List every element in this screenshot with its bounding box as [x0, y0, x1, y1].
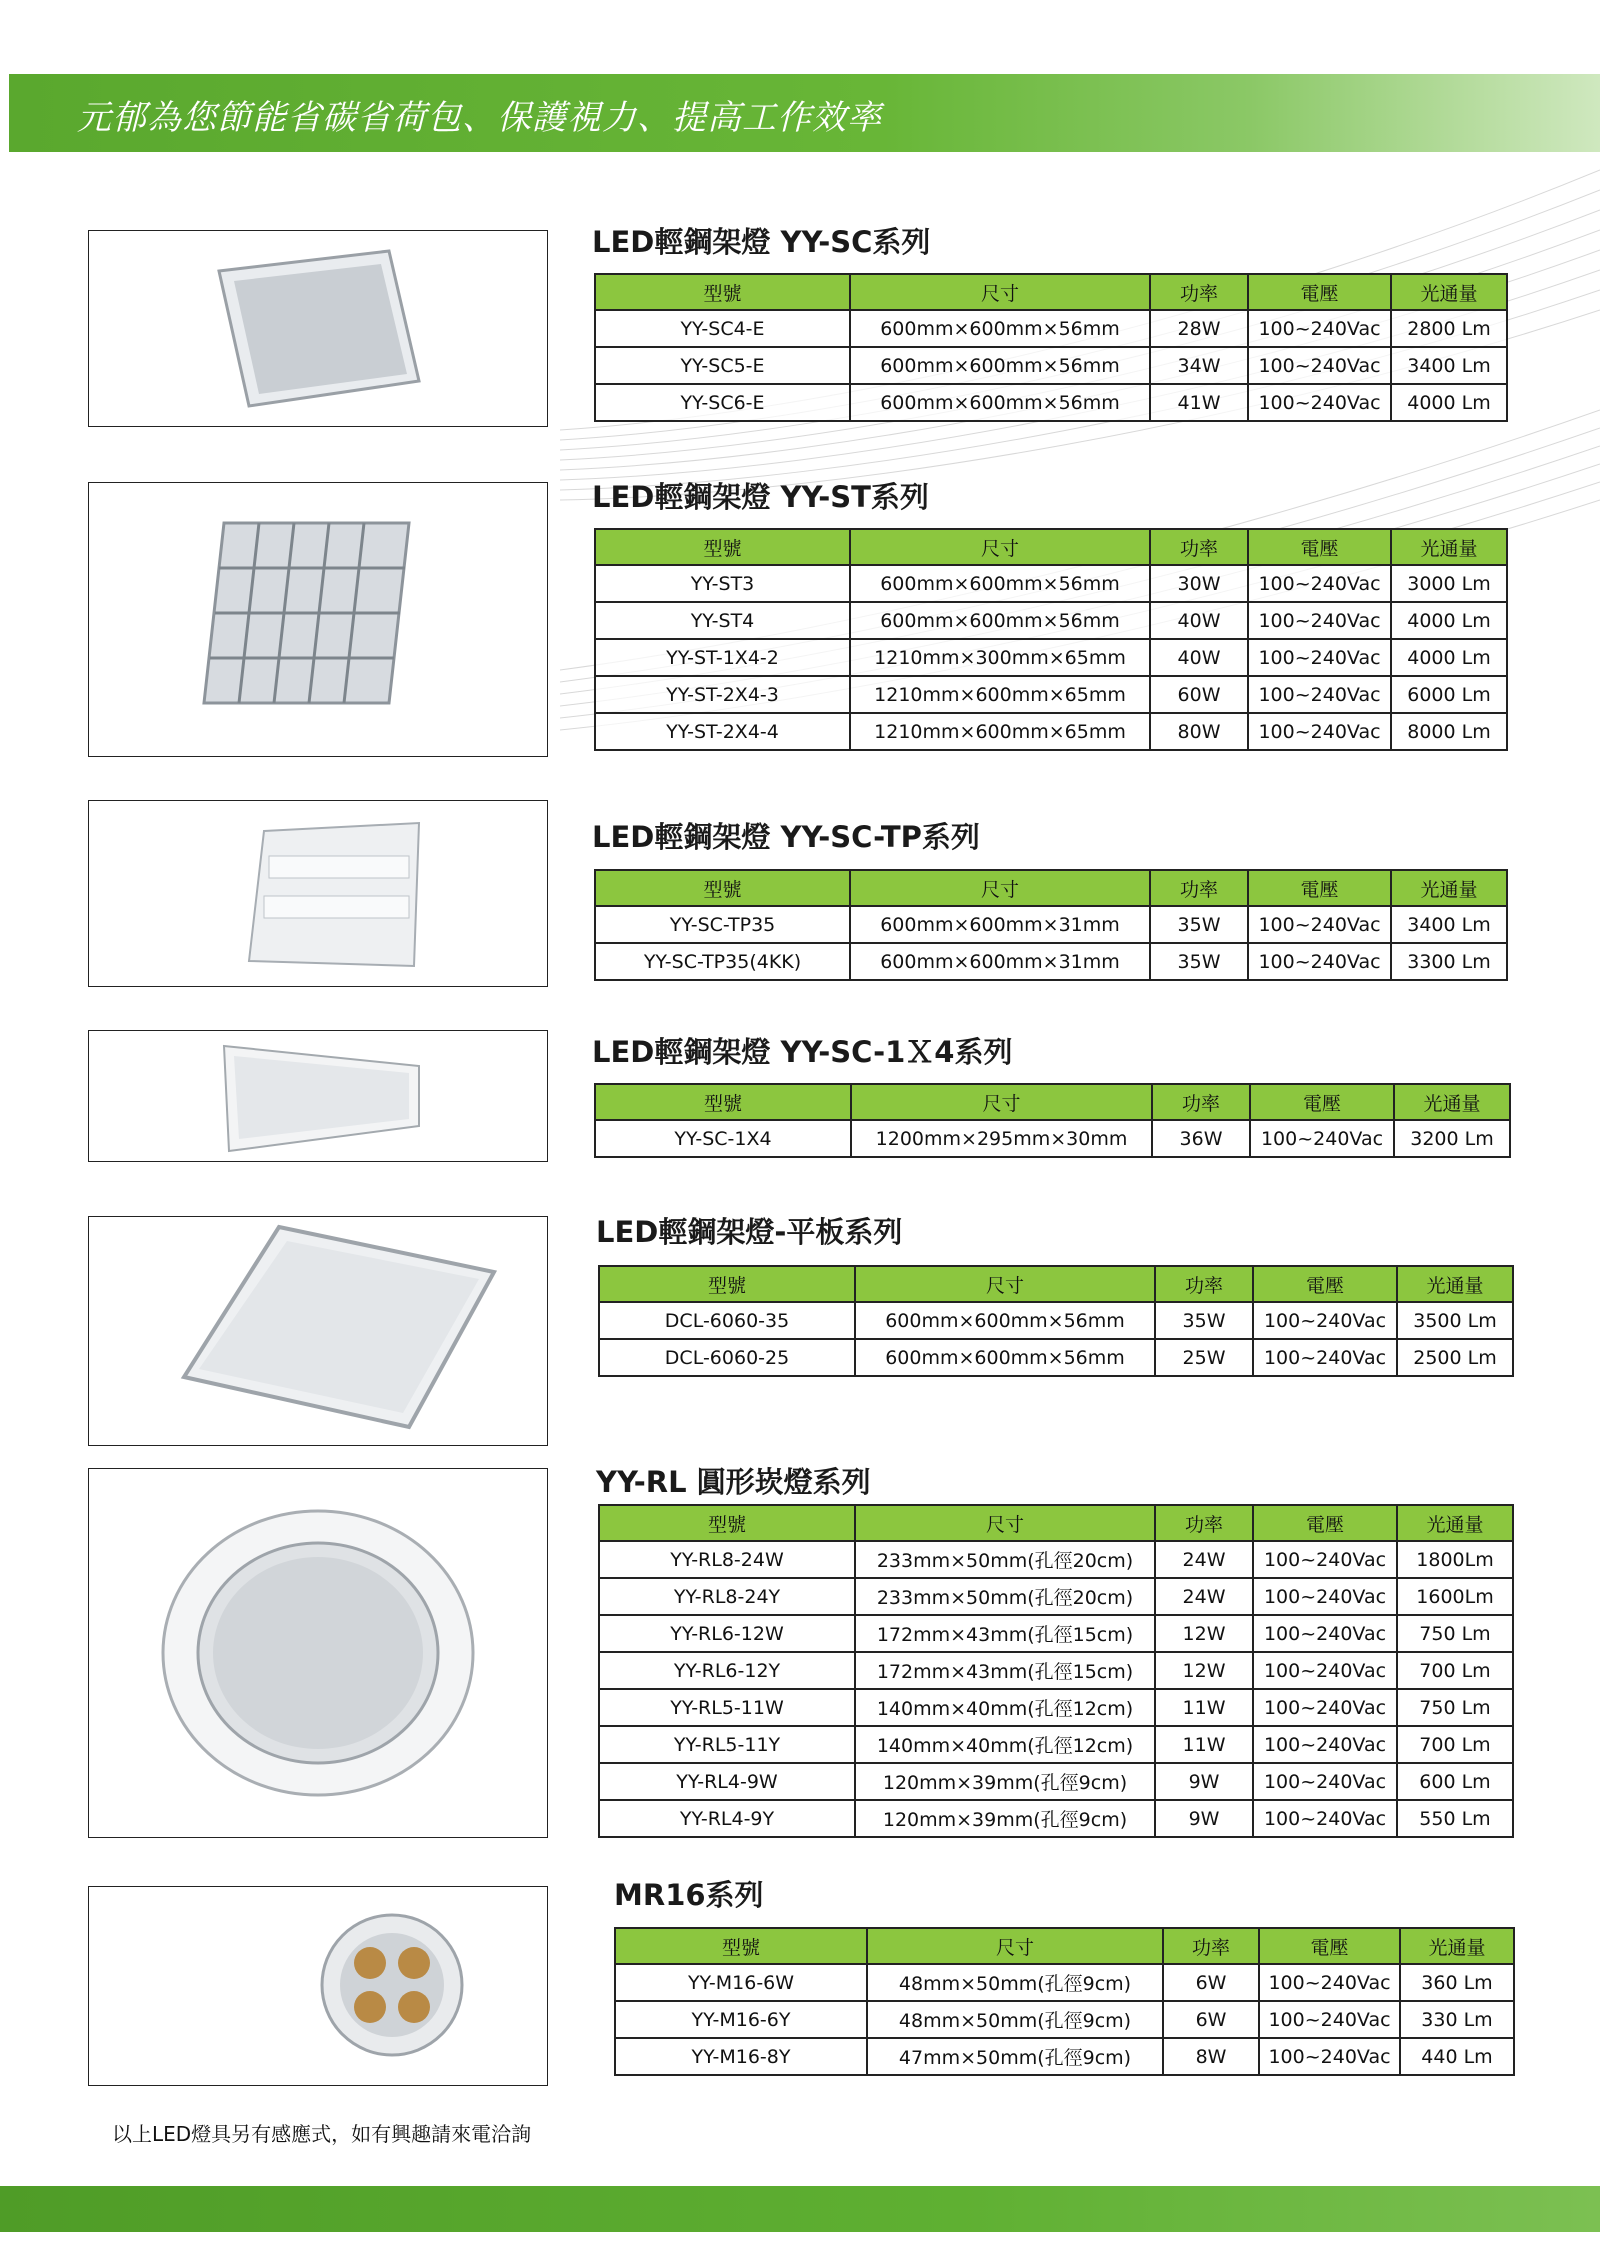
section-title-tp: LED輕鋼架燈 YY-SC-TP系列 — [592, 820, 980, 854]
table-row — [599, 1578, 1513, 1615]
model-cell: YY-ST-2X4-4 — [595, 713, 850, 750]
footnote: 以上LED燈具另有感應式，如有興趣請來電洽詢 — [112, 2122, 532, 2146]
table-row — [595, 384, 1507, 421]
voltage-cell: 100~240Vac — [1259, 1964, 1400, 2001]
table-header-row — [595, 274, 1507, 310]
model-cell: YY-M16-6Y — [615, 2001, 867, 2038]
table-row — [595, 943, 1507, 980]
lumen-cell: 4000 Lm — [1391, 602, 1507, 639]
header-lumen: 光通量 — [1391, 529, 1507, 565]
model-cell: YY-ST-1X4-2 — [595, 639, 850, 676]
section-title-st: LED輕鋼架燈 YY-ST系列 — [592, 480, 929, 514]
power-cell: 9W — [1155, 1763, 1253, 1800]
lumen-cell: 700 Lm — [1397, 1726, 1513, 1763]
power-cell: 12W — [1155, 1615, 1253, 1652]
header-power: 功率 — [1150, 870, 1248, 906]
table-header-row — [615, 1928, 1514, 1964]
header-lumen: 光通量 — [1391, 870, 1507, 906]
lumen-cell: 6000 Lm — [1391, 676, 1507, 713]
model-cell: DCL-6060-25 — [599, 1339, 855, 1376]
table-header-row — [595, 870, 1507, 906]
model-cell: YY-SC6-E — [595, 384, 850, 421]
header-lumen: 光通量 — [1397, 1505, 1513, 1541]
size-cell: 1210mm×600mm×65mm — [850, 713, 1150, 750]
voltage-cell: 100~240Vac — [1248, 676, 1391, 713]
table-row — [599, 1689, 1513, 1726]
model-cell: YY-RL4-9Y — [599, 1800, 855, 1837]
size-cell: 172mm×43mm(孔徑15cm) — [855, 1615, 1155, 1652]
spec-table-st — [594, 528, 1508, 751]
size-cell: 600mm×600mm×56mm — [850, 310, 1150, 347]
model-cell: YY-SC5-E — [595, 347, 850, 384]
header-voltage: 電壓 — [1248, 274, 1391, 310]
table-row — [615, 2038, 1514, 2075]
header-size: 尺寸 — [851, 1084, 1152, 1120]
product-photo-1x4 — [88, 1030, 548, 1162]
table-row — [595, 906, 1507, 943]
bottom-banner — [0, 2186, 1600, 2232]
voltage-cell: 100~240Vac — [1253, 1302, 1397, 1339]
power-cell: 35W — [1150, 906, 1248, 943]
lumen-cell: 2800 Lm — [1391, 310, 1507, 347]
table-row — [599, 1652, 1513, 1689]
voltage-cell: 100~240Vac — [1253, 1541, 1397, 1578]
size-cell: 600mm×600mm×31mm — [850, 906, 1150, 943]
model-cell: YY-SC-TP35(4KK) — [595, 943, 850, 980]
lumen-cell: 330 Lm — [1400, 2001, 1514, 2038]
lumen-cell: 8000 Lm — [1391, 713, 1507, 750]
lumen-cell: 3000 Lm — [1391, 565, 1507, 602]
voltage-cell: 100~240Vac — [1248, 713, 1391, 750]
lumen-cell: 4000 Lm — [1391, 384, 1507, 421]
voltage-cell: 100~240Vac — [1253, 1689, 1397, 1726]
header-voltage: 電壓 — [1250, 1084, 1394, 1120]
size-cell: 1210mm×300mm×65mm — [850, 639, 1150, 676]
voltage-cell: 100~240Vac — [1248, 602, 1391, 639]
table-row — [599, 1615, 1513, 1652]
section-title-rl: YY-RL 圓形崁燈系列 — [596, 1465, 871, 1499]
header-size: 尺寸 — [850, 274, 1150, 310]
size-cell: 140mm×40mm(孔徑12cm) — [855, 1689, 1155, 1726]
header-model: 型號 — [595, 274, 850, 310]
model-cell: YY-RL6-12Y — [599, 1652, 855, 1689]
header-voltage: 電壓 — [1253, 1505, 1397, 1541]
lumen-cell: 3500 Lm — [1397, 1302, 1513, 1339]
size-cell: 47mm×50mm(孔徑9cm) — [867, 2038, 1163, 2075]
spec-table-flat — [598, 1265, 1514, 1377]
size-cell: 1200mm×295mm×30mm — [851, 1120, 1152, 1157]
model-cell: YY-RL4-9W — [599, 1763, 855, 1800]
header-model: 型號 — [595, 529, 850, 565]
model-cell: YY-RL5-11W — [599, 1689, 855, 1726]
lumen-cell: 1800Lm — [1397, 1541, 1513, 1578]
voltage-cell: 100~240Vac — [1253, 1339, 1397, 1376]
model-cell: YY-RL8-24W — [599, 1541, 855, 1578]
spec-table-sc — [594, 273, 1508, 422]
header-lumen: 光通量 — [1400, 1928, 1514, 1964]
lumen-cell: 600 Lm — [1397, 1763, 1513, 1800]
lumen-cell: 700 Lm — [1397, 1652, 1513, 1689]
size-cell: 600mm×600mm×56mm — [850, 602, 1150, 639]
power-cell: 36W — [1152, 1120, 1250, 1157]
header-power: 功率 — [1150, 529, 1248, 565]
spec-table-mr16 — [614, 1927, 1515, 2076]
voltage-cell: 100~240Vac — [1248, 906, 1391, 943]
table-row — [599, 1763, 1513, 1800]
table-row — [595, 565, 1507, 602]
header-lumen: 光通量 — [1391, 274, 1507, 310]
mr16-bulb-image — [89, 1887, 547, 2085]
model-cell: YY-M16-6W — [615, 1964, 867, 2001]
model-cell: YY-RL6-12W — [599, 1615, 855, 1652]
linear-panel-image — [89, 1031, 547, 1161]
model-cell: YY-SC4-E — [595, 310, 850, 347]
lumen-cell: 360 Lm — [1400, 1964, 1514, 2001]
model-cell: YY-M16-8Y — [615, 2038, 867, 2075]
table-row — [595, 310, 1507, 347]
header-voltage: 電壓 — [1248, 529, 1391, 565]
model-cell: YY-SC-1X4 — [595, 1120, 851, 1157]
lumen-cell: 4000 Lm — [1391, 639, 1507, 676]
product-photo-sc — [88, 230, 548, 427]
model-cell: YY-ST4 — [595, 602, 850, 639]
table-row — [595, 713, 1507, 750]
size-cell: 600mm×600mm×56mm — [855, 1302, 1155, 1339]
lumen-cell: 3400 Lm — [1391, 906, 1507, 943]
power-cell: 34W — [1150, 347, 1248, 384]
header-power: 功率 — [1163, 1928, 1259, 1964]
voltage-cell: 100~240Vac — [1248, 384, 1391, 421]
power-cell: 25W — [1155, 1339, 1253, 1376]
model-cell: YY-SC-TP35 — [595, 906, 850, 943]
model-cell: YY-RL8-24Y — [599, 1578, 855, 1615]
model-cell: YY-ST3 — [595, 565, 850, 602]
power-cell: 24W — [1155, 1541, 1253, 1578]
header-model: 型號 — [595, 1084, 851, 1120]
product-photo-tp — [88, 800, 548, 987]
power-cell: 12W — [1155, 1652, 1253, 1689]
lumen-cell: 550 Lm — [1397, 1800, 1513, 1837]
voltage-cell: 100~240Vac — [1259, 2038, 1400, 2075]
panel-light-image — [89, 231, 547, 426]
table-header-row — [595, 1084, 1510, 1120]
voltage-cell: 100~240Vac — [1253, 1726, 1397, 1763]
spec-table-1x4 — [594, 1083, 1511, 1158]
header-lumen: 光通量 — [1397, 1266, 1513, 1302]
table-row — [599, 1302, 1513, 1339]
power-cell: 35W — [1150, 943, 1248, 980]
lumen-cell: 440 Lm — [1400, 2038, 1514, 2075]
voltage-cell: 100~240Vac — [1259, 2001, 1400, 2038]
power-cell: 40W — [1150, 602, 1248, 639]
product-photo-st — [88, 482, 548, 757]
header-voltage: 電壓 — [1248, 870, 1391, 906]
section-title-1x4: LED輕鋼架燈 YY-SC-1Ｘ4系列 — [592, 1035, 1013, 1069]
power-cell: 30W — [1150, 565, 1248, 602]
voltage-cell: 100~240Vac — [1248, 347, 1391, 384]
banner-title: 元郁為您節能省碳省荷包、保護視力、提高工作效率 — [77, 98, 882, 138]
model-cell: YY-RL5-11Y — [599, 1726, 855, 1763]
power-cell: 28W — [1150, 310, 1248, 347]
power-cell: 24W — [1155, 1578, 1253, 1615]
lumen-cell: 2500 Lm — [1397, 1339, 1513, 1376]
lumen-cell: 3200 Lm — [1394, 1120, 1510, 1157]
voltage-cell: 100~240Vac — [1248, 943, 1391, 980]
grid-light-image — [89, 483, 547, 756]
header-lumen: 光通量 — [1394, 1084, 1510, 1120]
section-title-sc: LED輕鋼架燈 YY-SC系列 — [592, 225, 931, 259]
size-cell: 172mm×43mm(孔徑15cm) — [855, 1652, 1155, 1689]
table-header-row — [599, 1266, 1513, 1302]
lumen-cell: 1600Lm — [1397, 1578, 1513, 1615]
power-cell: 6W — [1163, 2001, 1259, 2038]
spec-table-tp — [594, 869, 1508, 981]
size-cell: 140mm×40mm(孔徑12cm) — [855, 1726, 1155, 1763]
header-power: 功率 — [1155, 1266, 1253, 1302]
power-cell: 40W — [1150, 639, 1248, 676]
voltage-cell: 100~240Vac — [1253, 1615, 1397, 1652]
table-row — [599, 1800, 1513, 1837]
model-cell: DCL-6060-35 — [599, 1302, 855, 1339]
model-cell: YY-ST-2X4-3 — [595, 676, 850, 713]
product-photo-mr16 — [88, 1886, 548, 2086]
header-power: 功率 — [1150, 274, 1248, 310]
flat-panel-image — [89, 1217, 547, 1445]
table-row — [615, 1964, 1514, 2001]
voltage-cell: 100~240Vac — [1253, 1763, 1397, 1800]
lumen-cell: 750 Lm — [1397, 1689, 1513, 1726]
table-row — [595, 1120, 1510, 1157]
troffer-light-image — [89, 801, 547, 986]
header-model: 型號 — [599, 1505, 855, 1541]
header-size: 尺寸 — [867, 1928, 1163, 1964]
table-row — [615, 2001, 1514, 2038]
size-cell: 48mm×50mm(孔徑9cm) — [867, 1964, 1163, 2001]
power-cell: 8W — [1163, 2038, 1259, 2075]
voltage-cell: 100~240Vac — [1253, 1800, 1397, 1837]
product-photo-rl — [88, 1468, 548, 1838]
product-photo-flat — [88, 1216, 548, 1446]
header-power: 功率 — [1152, 1084, 1250, 1120]
section-title-flat: LED輕鋼架燈-平板系列 — [596, 1215, 903, 1249]
size-cell: 600mm×600mm×31mm — [850, 943, 1150, 980]
lumen-cell: 750 Lm — [1397, 1615, 1513, 1652]
header-power: 功率 — [1155, 1505, 1253, 1541]
header-voltage: 電壓 — [1259, 1928, 1400, 1964]
size-cell: 120mm×39mm(孔徑9cm) — [855, 1800, 1155, 1837]
power-cell: 11W — [1155, 1726, 1253, 1763]
downlight-image — [89, 1469, 547, 1837]
size-cell: 600mm×600mm×56mm — [855, 1339, 1155, 1376]
header-model: 型號 — [595, 870, 850, 906]
header-size: 尺寸 — [855, 1266, 1155, 1302]
size-cell: 600mm×600mm×56mm — [850, 347, 1150, 384]
power-cell: 60W — [1150, 676, 1248, 713]
table-header-row — [595, 529, 1507, 565]
header-model: 型號 — [599, 1266, 855, 1302]
header-size: 尺寸 — [850, 870, 1150, 906]
size-cell: 120mm×39mm(孔徑9cm) — [855, 1763, 1155, 1800]
header-model: 型號 — [615, 1928, 867, 1964]
header-voltage: 電壓 — [1253, 1266, 1397, 1302]
power-cell: 6W — [1163, 1964, 1259, 2001]
size-cell: 600mm×600mm×56mm — [850, 565, 1150, 602]
voltage-cell: 100~240Vac — [1253, 1652, 1397, 1689]
spec-table-rl — [598, 1504, 1514, 1838]
table-row — [599, 1339, 1513, 1376]
size-cell: 600mm×600mm×56mm — [850, 384, 1150, 421]
table-row — [599, 1541, 1513, 1578]
lumen-cell: 3400 Lm — [1391, 347, 1507, 384]
voltage-cell: 100~240Vac — [1250, 1120, 1394, 1157]
table-row — [595, 676, 1507, 713]
table-row — [595, 639, 1507, 676]
lumen-cell: 3300 Lm — [1391, 943, 1507, 980]
size-cell: 233mm×50mm(孔徑20cm) — [855, 1578, 1155, 1615]
table-row — [595, 602, 1507, 639]
table-row — [595, 347, 1507, 384]
voltage-cell: 100~240Vac — [1253, 1578, 1397, 1615]
section-title-mr16: MR16系列 — [614, 1878, 764, 1912]
power-cell: 80W — [1150, 713, 1248, 750]
power-cell: 9W — [1155, 1800, 1253, 1837]
table-header-row — [599, 1505, 1513, 1541]
voltage-cell: 100~240Vac — [1248, 639, 1391, 676]
voltage-cell: 100~240Vac — [1248, 310, 1391, 347]
power-cell: 35W — [1155, 1302, 1253, 1339]
table-row — [599, 1726, 1513, 1763]
size-cell: 233mm×50mm(孔徑20cm) — [855, 1541, 1155, 1578]
power-cell: 41W — [1150, 384, 1248, 421]
size-cell: 1210mm×600mm×65mm — [850, 676, 1150, 713]
voltage-cell: 100~240Vac — [1248, 565, 1391, 602]
header-size: 尺寸 — [855, 1505, 1155, 1541]
header-size: 尺寸 — [850, 529, 1150, 565]
size-cell: 48mm×50mm(孔徑9cm) — [867, 2001, 1163, 2038]
power-cell: 11W — [1155, 1689, 1253, 1726]
